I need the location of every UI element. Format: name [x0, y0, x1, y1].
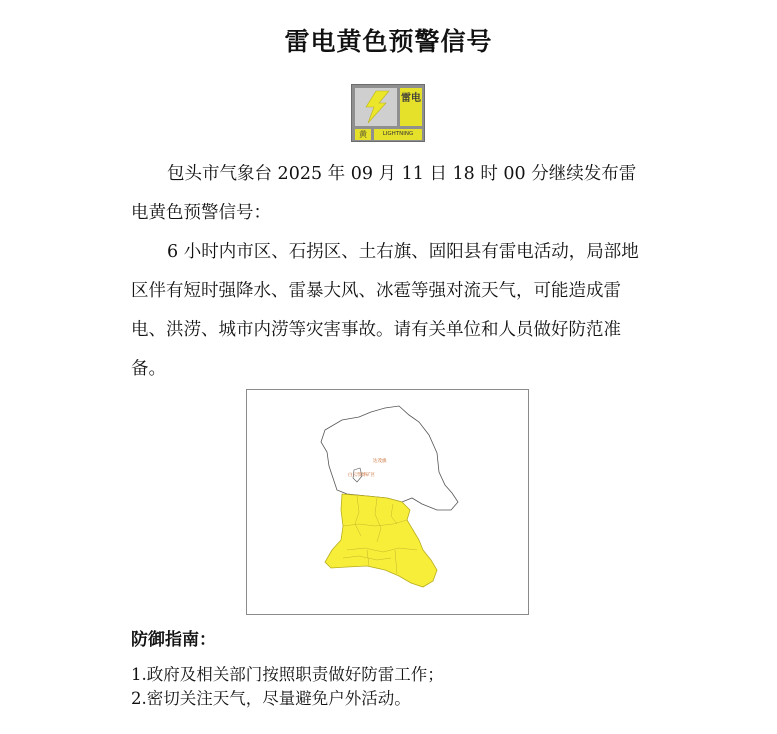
badge-word: 雷电 — [400, 88, 422, 126]
warning-map — [246, 389, 529, 615]
guide-item: 2.密切关注天气，尽量避免户外活动。 — [131, 689, 411, 708]
guide-item: 1.政府及相关部门按照职责做好防雷工作； — [131, 665, 444, 684]
lightning-bolt-icon — [362, 90, 390, 124]
guide-title: 防御指南： — [131, 630, 216, 650]
paragraph-detail: 6 小时内市区、石拐区、土右旗、固阳县有雷电活动，局部地区伴有短时强降水、雷暴大风、冰雹等强对流天气，可能造成雷电、洪涝、城市内涝等灾害事故。请有关单位和人员做好防范准备。 — [131, 242, 639, 379]
paragraph-intro: 包头市气象台 2025 年 09 月 11 日 18 时 00 分继续发布雷电黄色预警信号： — [131, 164, 637, 223]
warning-area — [325, 494, 437, 587]
badge-english: LIGHTNING — [374, 129, 422, 140]
warning-badge — [351, 84, 425, 142]
badge-level: 黄 — [355, 129, 371, 140]
page-title: 雷电黄色预警信号 — [284, 27, 493, 56]
map-label-north: 达茂旗 — [373, 459, 387, 464]
map-label-west: 白云鄂博矿区 — [348, 473, 375, 478]
region-map — [247, 390, 530, 616]
lightning-icon-panel — [355, 88, 397, 126]
north-region — [321, 406, 458, 510]
